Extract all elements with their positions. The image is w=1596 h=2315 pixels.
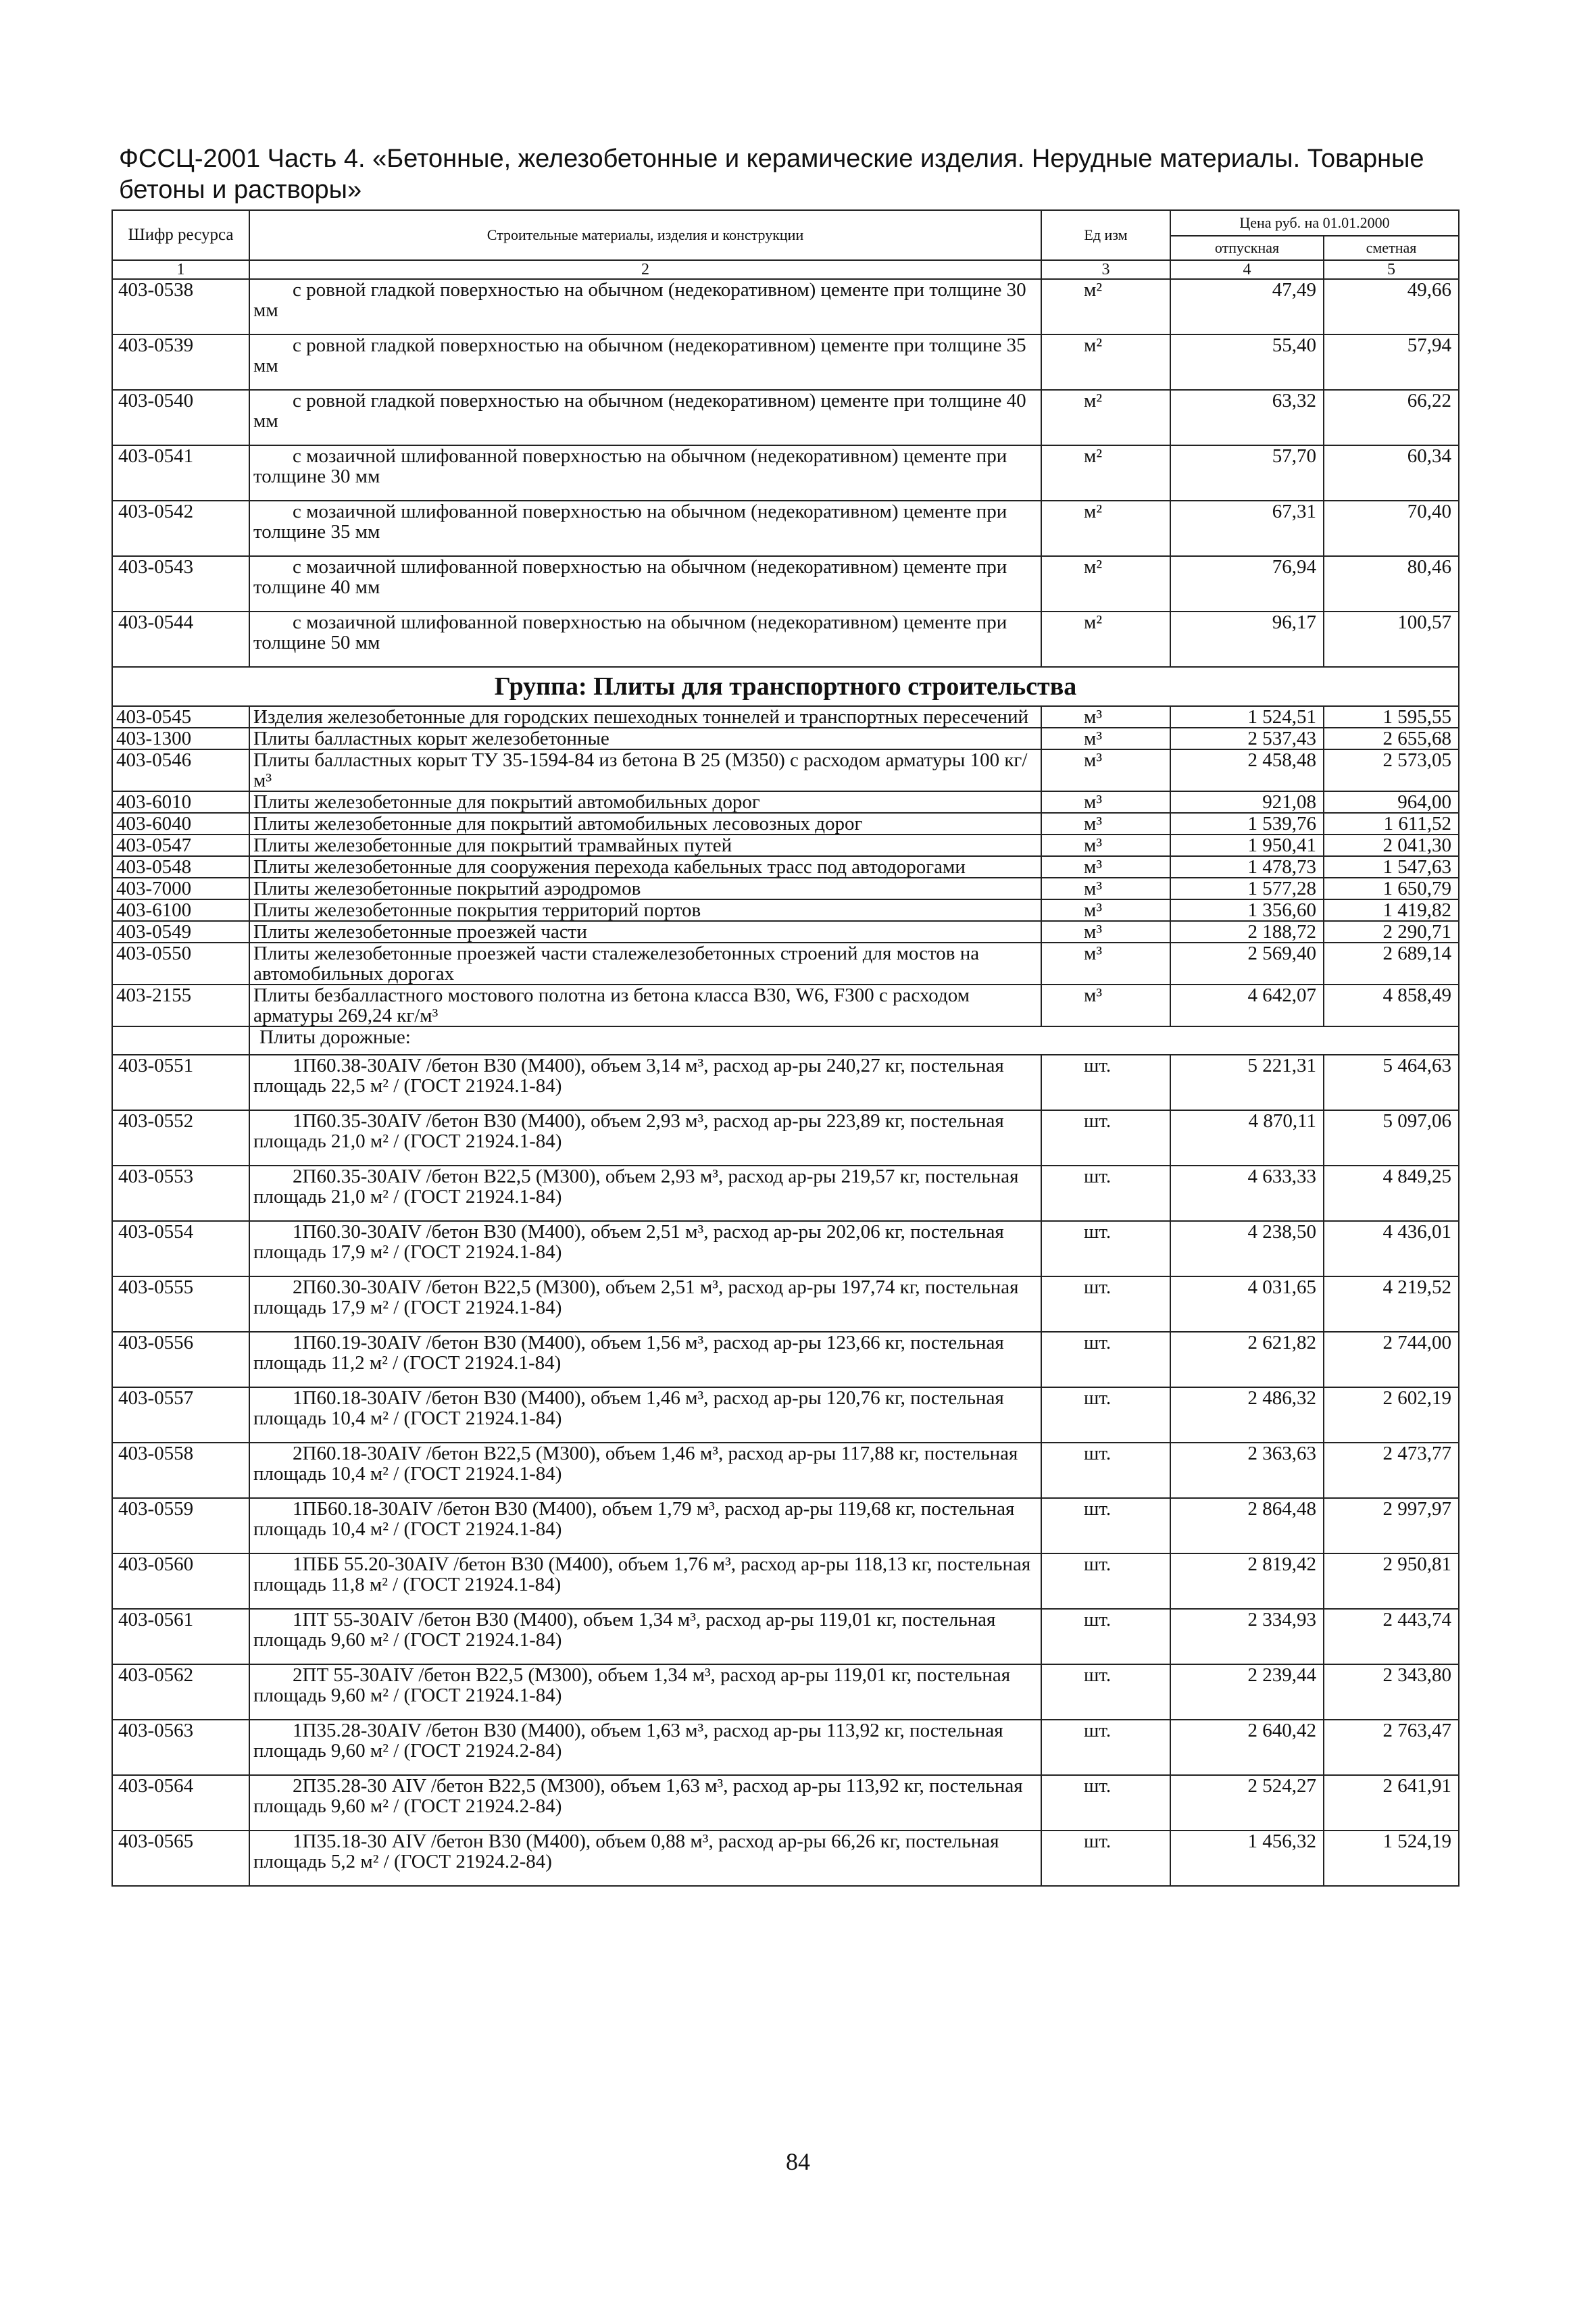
unit-of-measure: м² — [1041, 501, 1170, 556]
description-text: 2ПТ 55-30AIV /бетон В22,5 (М300), объем 1,34 м³, расход ар-ры 119,01 кг, постельная площадь 9,60 м² / (ГОСТ 21924.1-84) — [253, 1664, 1011, 1706]
table-header — [112, 210, 1459, 279]
description-text: с мозаичной шлифованной поверхностью на обычном (недекоративном) цементе при толщине 30 мм — [253, 445, 1007, 487]
release-price: 4 642,07 — [1170, 985, 1324, 1026]
table-row — [112, 1443, 1459, 1498]
release-price: 2 188,72 — [1170, 921, 1324, 943]
table-row — [112, 899, 1459, 921]
column-number: 4 — [1170, 260, 1324, 279]
description-text: с мозаичной шлифованной поверхностью на обычном (недекоративном) цементе при толщине 50 мм — [253, 612, 1007, 653]
description-text: 1ПТ 55-30AIV /бетон В30 (М400), объем 1,34 м³, расход ар-ры 119,01 кг, постельная площадь 9,60 м² / (ГОСТ 21924.1-84) — [253, 1609, 996, 1651]
resource-code: 403-0542 — [112, 501, 249, 556]
resource-code: 403-0547 — [112, 835, 249, 856]
table-row — [112, 1775, 1459, 1831]
material-description — [249, 1609, 1041, 1664]
header-name: Строительные материалы, изделия и конструкции — [249, 210, 1041, 260]
unit-of-measure: шт. — [1041, 1609, 1170, 1664]
unit-of-measure: м² — [1041, 612, 1170, 667]
release-price: 47,49 — [1170, 279, 1324, 334]
material-description — [249, 1055, 1041, 1110]
estimate-price: 2 655,68 — [1324, 728, 1459, 749]
estimate-price: 2 763,47 — [1324, 1720, 1459, 1775]
table-row — [112, 1166, 1459, 1221]
description-text: с ровной гладкой поверхностью на обычном (недекоративном) цементе при толщине 30 мм — [253, 279, 1026, 321]
release-price: 2 334,93 — [1170, 1609, 1324, 1664]
column-number: 3 — [1041, 260, 1170, 279]
resource-code: 403-0561 — [112, 1609, 249, 1664]
material-description — [249, 390, 1041, 445]
material-description — [249, 1166, 1041, 1221]
estimate-price: 70,40 — [1324, 501, 1459, 556]
resource-code: 403-0552 — [112, 1110, 249, 1166]
resource-code: 403-7000 — [112, 878, 249, 899]
unit-of-measure: шт. — [1041, 1553, 1170, 1609]
table-row — [112, 1055, 1459, 1110]
resource-code: 403-0554 — [112, 1221, 249, 1276]
release-price: 55,40 — [1170, 334, 1324, 390]
group-section — [112, 667, 1459, 706]
table-row — [112, 878, 1459, 899]
resource-code: 403-0560 — [112, 1553, 249, 1609]
unit-of-measure: м³ — [1041, 856, 1170, 878]
unit-of-measure: шт. — [1041, 1276, 1170, 1332]
unit-of-measure: шт. — [1041, 1831, 1170, 1886]
release-price: 4 633,33 — [1170, 1166, 1324, 1221]
unit-of-measure: м³ — [1041, 706, 1170, 728]
unit-of-measure: шт. — [1041, 1664, 1170, 1720]
release-price: 1 356,60 — [1170, 899, 1324, 921]
unit-of-measure: м³ — [1041, 728, 1170, 749]
material-description — [249, 1664, 1041, 1720]
table-row — [112, 813, 1459, 835]
description-text: с ровной гладкой поверхностью на обычном (недекоративном) цементе при толщине 40 мм — [253, 390, 1026, 432]
estimate-price: 49,66 — [1324, 279, 1459, 334]
resource-code: 403-0557 — [112, 1387, 249, 1443]
resource-code: 403-6010 — [112, 791, 249, 813]
table-row — [112, 728, 1459, 749]
resource-code: 403-0559 — [112, 1498, 249, 1553]
material-description: Плиты железобетонные проезжей части — [249, 921, 1041, 943]
resource-code: 403-0562 — [112, 1664, 249, 1720]
material-description: Плиты железобетонные для сооружения перехода кабельных трасс под автодорогами — [249, 856, 1041, 878]
resource-code: 403-0538 — [112, 279, 249, 334]
price-table — [111, 209, 1460, 1887]
description-text: 2П60.30-30AIV /бетон В22,5 (М300), объем 2,51 м³, расход ар-ры 197,74 кг, постельная площадь 17,9 м² / (ГОСТ 21924.1-84) — [253, 1276, 1019, 1318]
unit-of-measure: м³ — [1041, 921, 1170, 943]
release-price: 2 239,44 — [1170, 1664, 1324, 1720]
table-row — [112, 445, 1459, 501]
material-description — [249, 1276, 1041, 1332]
release-price: 2 363,63 — [1170, 1443, 1324, 1498]
resource-code: 403-0548 — [112, 856, 249, 878]
estimate-price: 2 473,77 — [1324, 1443, 1459, 1498]
table-row — [112, 1720, 1459, 1775]
release-price: 2 819,42 — [1170, 1553, 1324, 1609]
description-text: с ровной гладкой поверхностью на обычном (недекоративном) цементе при толщине 35 мм — [253, 334, 1026, 376]
table-row — [112, 1553, 1459, 1609]
table-row — [112, 943, 1459, 985]
release-price: 96,17 — [1170, 612, 1324, 667]
rows-section-c — [112, 1055, 1459, 1886]
unit-of-measure: шт. — [1041, 1720, 1170, 1775]
unit-of-measure: м² — [1041, 445, 1170, 501]
subgroup-section — [112, 1026, 1459, 1055]
material-description — [249, 445, 1041, 501]
material-description — [249, 1720, 1041, 1775]
unit-of-measure: шт. — [1041, 1332, 1170, 1387]
estimate-price: 2 343,80 — [1324, 1664, 1459, 1720]
description-text: 2П35.28-30 AIV /бетон В22,5 (М300), объем 1,63 м³, расход ар-ры 113,92 кг, постельная площадь 9,60 м² / (ГОСТ 21924.2-84) — [253, 1775, 1023, 1817]
header-estimate-price: сметная — [1324, 236, 1459, 260]
estimate-price: 1 611,52 — [1324, 813, 1459, 835]
group-title: Группа: Плиты для транспортного строительства — [112, 667, 1459, 706]
resource-code: 403-0553 — [112, 1166, 249, 1221]
subgroup-title: Плиты дорожные: — [249, 1026, 1459, 1055]
material-description — [249, 334, 1041, 390]
header-release-price: отпускная — [1170, 236, 1324, 260]
material-description — [249, 279, 1041, 334]
material-description — [249, 556, 1041, 612]
unit-of-measure: м³ — [1041, 835, 1170, 856]
estimate-price: 4 219,52 — [1324, 1276, 1459, 1332]
estimate-price: 1 547,63 — [1324, 856, 1459, 878]
description-text: 1П35.18-30 AIV /бетон В30 (М400), объем 0,88 м³, расход ар-ры 66,26 кг, постельная площадь 5,2 м² / (ГОСТ 21924.2-84) — [253, 1831, 999, 1872]
release-price: 4 238,50 — [1170, 1221, 1324, 1276]
table-row — [112, 1387, 1459, 1443]
release-price: 1 577,28 — [1170, 878, 1324, 899]
estimate-price: 60,34 — [1324, 445, 1459, 501]
estimate-price: 4 849,25 — [1324, 1166, 1459, 1221]
estimate-price: 5 464,63 — [1324, 1055, 1459, 1110]
resource-code: 403-0551 — [112, 1055, 249, 1110]
resource-code: 403-0563 — [112, 1720, 249, 1775]
material-description: Плиты железобетонные для покрытий автомобильных лесовозных дорог — [249, 813, 1041, 835]
resource-code: 403-0546 — [112, 749, 249, 791]
resource-code: 403-0539 — [112, 334, 249, 390]
resource-code: 403-0555 — [112, 1276, 249, 1332]
table-row — [112, 1831, 1459, 1886]
release-price: 2 569,40 — [1170, 943, 1324, 985]
release-price: 1 539,76 — [1170, 813, 1324, 835]
material-description — [249, 1110, 1041, 1166]
estimate-price: 2 443,74 — [1324, 1609, 1459, 1664]
description-text: 1ПБ60.18-30AIV /бетон В30 (М400), объем 1,79 м³, расход ар-ры 119,68 кг, постельная площадь 10,4 м² / (ГОСТ 21924.1-84) — [253, 1498, 1015, 1540]
table-row — [112, 835, 1459, 856]
estimate-price: 2 573,05 — [1324, 749, 1459, 791]
table-row — [112, 501, 1459, 556]
release-price: 2 458,48 — [1170, 749, 1324, 791]
release-price: 76,94 — [1170, 556, 1324, 612]
release-price: 2 621,82 — [1170, 1332, 1324, 1387]
unit-of-measure: шт. — [1041, 1055, 1170, 1110]
column-number: 5 — [1324, 260, 1459, 279]
resource-code: 403-0550 — [112, 943, 249, 985]
material-description — [249, 1553, 1041, 1609]
description-text: с мозаичной шлифованной поверхностью на обычном (недекоративном) цементе при толщине 35 мм — [253, 501, 1007, 543]
release-price: 63,32 — [1170, 390, 1324, 445]
release-price: 2 524,27 — [1170, 1775, 1324, 1831]
description-text: 2П60.35-30AIV /бетон В22,5 (М300), объем 2,93 м³, расход ар-ры 219,57 кг, постельная площадь 21,0 м² / (ГОСТ 21924.1-84) — [253, 1166, 1019, 1208]
subgroup-row — [112, 1026, 1459, 1055]
unit-of-measure: шт. — [1041, 1110, 1170, 1166]
unit-of-measure: м² — [1041, 334, 1170, 390]
release-price: 1 456,32 — [1170, 1831, 1324, 1886]
resource-code: 403-0540 — [112, 390, 249, 445]
estimate-price: 1 419,82 — [1324, 899, 1459, 921]
table-row — [112, 390, 1459, 445]
header-code: Шифр ресурса — [112, 210, 249, 260]
material-description — [249, 612, 1041, 667]
unit-of-measure: м³ — [1041, 943, 1170, 985]
estimate-price: 2 041,30 — [1324, 835, 1459, 856]
table-row — [112, 706, 1459, 728]
resource-code: 403-0558 — [112, 1443, 249, 1498]
table-row — [112, 1221, 1459, 1276]
estimate-price: 1 524,19 — [1324, 1831, 1459, 1886]
material-description: Изделия железобетонные для городских пешеходных тоннелей и транспортных пересечений — [249, 706, 1041, 728]
estimate-price: 2 950,81 — [1324, 1553, 1459, 1609]
estimate-price: 100,57 — [1324, 612, 1459, 667]
table-row — [112, 985, 1459, 1026]
release-price: 5 221,31 — [1170, 1055, 1324, 1110]
estimate-price: 2 997,97 — [1324, 1498, 1459, 1553]
release-price: 921,08 — [1170, 791, 1324, 813]
material-description — [249, 1498, 1041, 1553]
page-number: 84 — [786, 2148, 810, 2175]
unit-of-measure: шт. — [1041, 1221, 1170, 1276]
material-description: Плиты железобетонные покрытия территорий портов — [249, 899, 1041, 921]
description-text: 1П60.38-30AIV /бетон В30 (М400), объем 3,14 м³, расход ар-ры 240,27 кг, постельная площадь 22,5 м² / (ГОСТ 21924.1-84) — [253, 1055, 1004, 1097]
header-price: Цена руб. на 01.01.2000 — [1170, 210, 1459, 236]
release-price: 2 640,42 — [1170, 1720, 1324, 1775]
unit-of-measure: шт. — [1041, 1166, 1170, 1221]
estimate-price: 2 602,19 — [1324, 1387, 1459, 1443]
table-row — [112, 921, 1459, 943]
material-description: Плиты железобетонные покрытий аэродромов — [249, 878, 1041, 899]
rows-section-a — [112, 279, 1459, 667]
table-row — [112, 1498, 1459, 1553]
estimate-price: 57,94 — [1324, 334, 1459, 390]
unit-of-measure: шт. — [1041, 1775, 1170, 1831]
release-price: 4 031,65 — [1170, 1276, 1324, 1332]
table-row — [112, 749, 1459, 791]
unit-of-measure: м² — [1041, 279, 1170, 334]
description-text: с мозаичной шлифованной поверхностью на обычном (недекоративном) цементе при толщине 40 мм — [253, 556, 1007, 598]
material-description — [249, 1332, 1041, 1387]
material-description: Плиты балластных корыт ТУ 35-1594-84 из бетона В 25 (М350) с расходом арматуры 100 кг/м³ — [249, 749, 1041, 791]
estimate-price: 964,00 — [1324, 791, 1459, 813]
unit-of-measure: шт. — [1041, 1387, 1170, 1443]
material-description: Плиты железобетонные для покрытий трамвайных путей — [249, 835, 1041, 856]
release-price: 2 537,43 — [1170, 728, 1324, 749]
page-title: ФССЦ-2001 Часть 4. «Бетонные, железобетонные и керамические изделия. Нерудные материалы. Товарные бетоны и растворы» — [119, 145, 1424, 204]
estimate-price: 1 650,79 — [1324, 878, 1459, 899]
release-price: 2 486,32 — [1170, 1387, 1324, 1443]
unit-of-measure: м³ — [1041, 899, 1170, 921]
release-price: 57,70 — [1170, 445, 1324, 501]
material-description: Плиты балластных корыт железобетонные — [249, 728, 1041, 749]
resource-code: 403-0549 — [112, 921, 249, 943]
estimate-price: 1 595,55 — [1324, 706, 1459, 728]
resource-code: 403-0565 — [112, 1831, 249, 1886]
description-text: 1П35.28-30AIV /бетон В30 (М400), объем 1,63 м³, расход ар-ры 113,92 кг, постельная площадь 9,60 м² / (ГОСТ 21924.2-84) — [253, 1720, 1003, 1762]
table-row — [112, 1609, 1459, 1664]
unit-of-measure: м³ — [1041, 813, 1170, 835]
resource-code: 403-6040 — [112, 813, 249, 835]
table-row — [112, 334, 1459, 390]
table-row — [112, 1332, 1459, 1387]
material-description: Плиты безбалластного мостового полотна из бетона класса В30, W6, F300 с расходом арматуры 269,24 кг/м³ — [249, 985, 1041, 1026]
estimate-price: 80,46 — [1324, 556, 1459, 612]
description-text: 1П60.30-30AIV /бетон В30 (М400), объем 2,51 м³, расход ар-ры 202,06 кг, постельная площадь 17,9 м² / (ГОСТ 21924.1-84) — [253, 1221, 1004, 1263]
material-description — [249, 1775, 1041, 1831]
description-text: 1П60.19-30AIV /бетон В30 (М400), объем 1,56 м³, расход ар-ры 123,66 кг, постельная площадь 11,2 м² / (ГОСТ 21924.1-84) — [253, 1332, 1004, 1374]
resource-code: 403-0556 — [112, 1332, 249, 1387]
table-row — [112, 612, 1459, 667]
description-text: 1П60.18-30AIV /бетон В30 (М400), объем 1,46 м³, расход ар-ры 120,76 кг, постельная площадь 10,4 м² / (ГОСТ 21924.1-84) — [253, 1387, 1004, 1429]
subgroup-code-cell — [112, 1026, 249, 1055]
material-description: Плиты железобетонные для покрытий автомобильных дорог — [249, 791, 1041, 813]
release-price: 1 478,73 — [1170, 856, 1324, 878]
rows-section-b — [112, 706, 1459, 1026]
resource-code: 403-0545 — [112, 706, 249, 728]
material-description — [249, 501, 1041, 556]
table-row — [112, 856, 1459, 878]
unit-of-measure: м² — [1041, 390, 1170, 445]
estimate-price: 2 689,14 — [1324, 943, 1459, 985]
column-number: 2 — [249, 260, 1041, 279]
table-row — [112, 791, 1459, 813]
release-price: 4 870,11 — [1170, 1110, 1324, 1166]
unit-of-measure: шт. — [1041, 1498, 1170, 1553]
unit-of-measure: шт. — [1041, 1443, 1170, 1498]
description-text: 1ПББ 55.20-30AIV /бетон В30 (М400), объем 1,76 м³, расход ар-ры 118,13 кг, постельная площадь 11,8 м² / (ГОСТ 21924.1-84) — [253, 1553, 1031, 1595]
estimate-price: 5 097,06 — [1324, 1110, 1459, 1166]
release-price: 67,31 — [1170, 501, 1324, 556]
description-text: 2П60.18-30AIV /бетон В22,5 (М300), объем 1,46 м³, расход ар-ры 117,88 кг, постельная площадь 10,4 м² / (ГОСТ 21924.1-84) — [253, 1443, 1018, 1485]
estimate-price: 4 858,49 — [1324, 985, 1459, 1026]
estimate-price: 2 290,71 — [1324, 921, 1459, 943]
table-row — [112, 556, 1459, 612]
estimate-price: 4 436,01 — [1324, 1221, 1459, 1276]
material-description: Плиты железобетонные проезжей части сталежелезобетонных строений для мостов на автомобильных дорогах — [249, 943, 1041, 985]
unit-of-measure: м³ — [1041, 878, 1170, 899]
description-text: 1П60.35-30AIV /бетон В30 (М400), объем 2,93 м³, расход ар-ры 223,89 кг, постельная площадь 21,0 м² / (ГОСТ 21924.1-84) — [253, 1110, 1004, 1152]
resource-code: 403-0543 — [112, 556, 249, 612]
release-price: 2 864,48 — [1170, 1498, 1324, 1553]
resource-code: 403-1300 — [112, 728, 249, 749]
material-description — [249, 1443, 1041, 1498]
resource-code: 403-0544 — [112, 612, 249, 667]
table-row — [112, 1664, 1459, 1720]
column-numbers-row — [112, 260, 1459, 279]
resource-code: 403-0541 — [112, 445, 249, 501]
release-price: 1 524,51 — [1170, 706, 1324, 728]
table-row — [112, 1276, 1459, 1332]
group-row — [112, 667, 1459, 706]
estimate-price: 66,22 — [1324, 390, 1459, 445]
resource-code: 403-6100 — [112, 899, 249, 921]
material-description — [249, 1387, 1041, 1443]
unit-of-measure: м³ — [1041, 985, 1170, 1026]
unit-of-measure: м³ — [1041, 749, 1170, 791]
material-description — [249, 1831, 1041, 1886]
release-price: 1 950,41 — [1170, 835, 1324, 856]
table-row — [112, 1110, 1459, 1166]
header-unit: Ед изм — [1041, 210, 1170, 260]
resource-code: 403-2155 — [112, 985, 249, 1026]
resource-code: 403-0564 — [112, 1775, 249, 1831]
estimate-price: 2 641,91 — [1324, 1775, 1459, 1831]
unit-of-measure: м³ — [1041, 791, 1170, 813]
unit-of-measure: м² — [1041, 556, 1170, 612]
table-row — [112, 279, 1459, 334]
column-number: 1 — [112, 260, 249, 279]
estimate-price: 2 744,00 — [1324, 1332, 1459, 1387]
material-description — [249, 1221, 1041, 1276]
